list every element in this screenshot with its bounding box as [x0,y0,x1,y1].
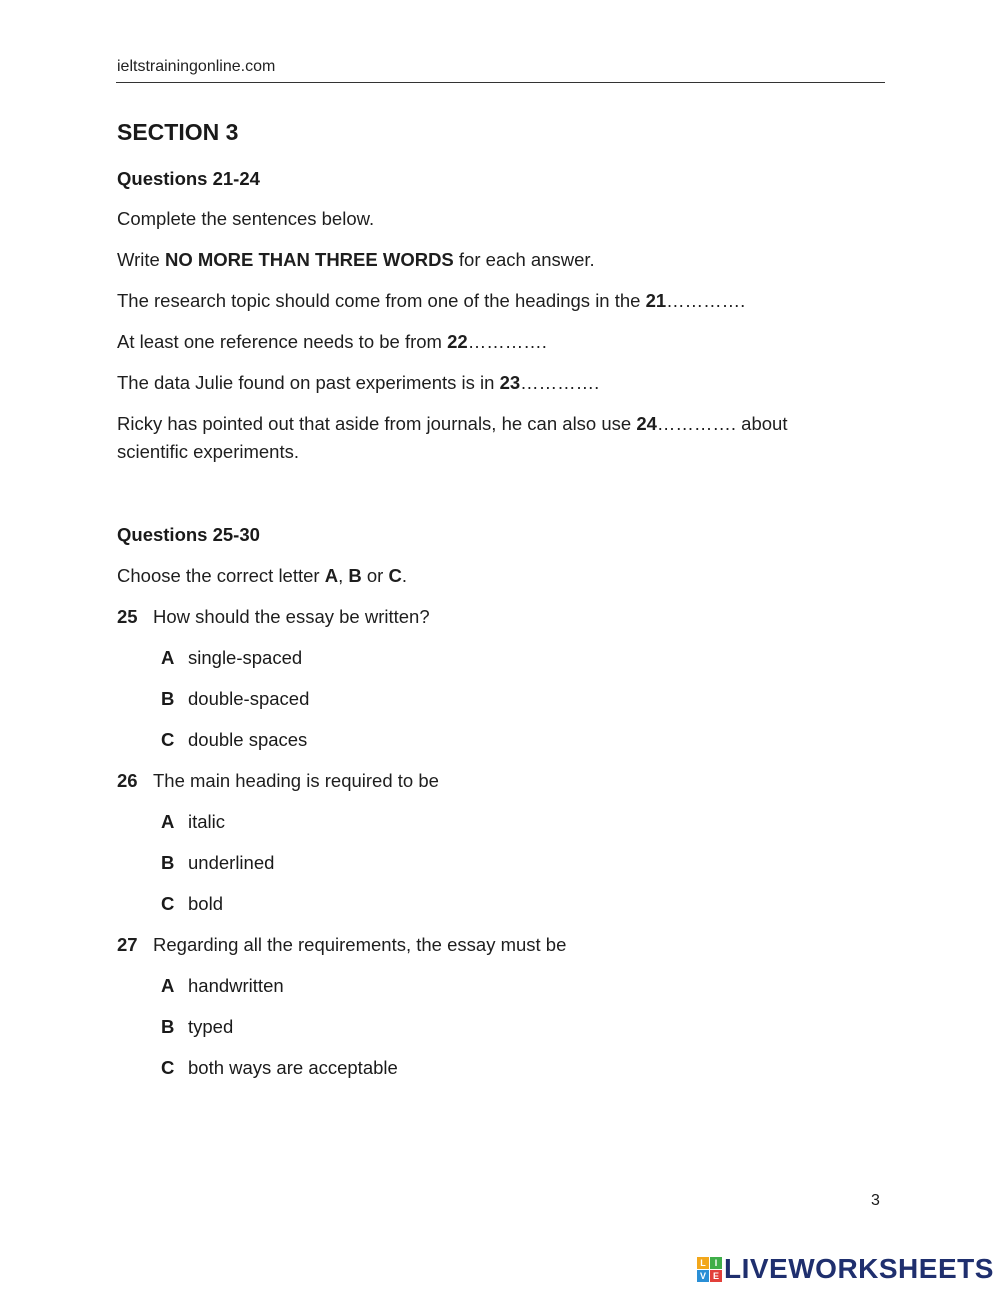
question-25-number: 25 [117,606,138,627]
instruction-word-limit-pre: Write [117,249,165,270]
question-25-text: How should the essay be written? [153,606,430,627]
brand-name: LIVEWORKSHEETS [724,1253,994,1284]
gap-24[interactable]: …………. about [656,413,788,434]
gap-21[interactable]: …………. [666,290,746,311]
sentence-24-line2: scientific experiments. [117,441,299,462]
sentence-24-text: Ricky has pointed out that aside from journals, he can also use [117,413,637,434]
question-26 [117,770,439,792]
questions-25-30-heading: Questions 25-30 [117,524,260,545]
sentence-23 [117,372,599,394]
instruction-letter-b: B [348,565,362,586]
liveworksheets-logo-icon [697,1257,722,1282]
gap-21-number: 21 [645,290,667,311]
logo-tile: L [697,1257,709,1269]
option-letter: B [161,688,175,709]
sentence-21 [117,290,745,312]
gap-22-number: 22 [447,331,468,352]
option-25-b[interactable] [161,688,309,710]
option-text: both ways are acceptable [188,1057,398,1078]
question-25 [117,606,430,628]
instruction-complete: Complete the sentences below. [117,208,375,229]
option-26-b[interactable] [161,852,274,874]
option-text: bold [188,893,223,914]
sentence-24 [117,413,787,435]
instruction-period: . [401,565,407,586]
gap-24-number: 24 [636,413,657,434]
option-letter: B [161,1016,175,1037]
instruction-or: or [361,565,389,586]
gap-23[interactable]: …………. [520,372,600,393]
option-letter: A [161,975,175,996]
option-text: single-spaced [188,647,303,668]
section-title: SECTION 3 [117,119,239,145]
option-letter: B [161,852,175,873]
liveworksheets-brand[interactable] [697,1254,994,1284]
option-25-c[interactable] [161,729,307,751]
sentence-23-text: The data Julie found on past experiments is in [117,372,500,393]
question-27-number: 27 [117,934,138,955]
instruction-comma: , [338,565,349,586]
site-header: ieltstrainingonline.com [117,58,276,75]
sentence-22-text: At least one reference needs to be from [117,331,448,352]
header-divider [116,82,885,83]
logo-tile: I [710,1257,722,1269]
option-text: double spaces [188,729,308,750]
sentence-21-text: The research topic should come from one of the headings in the [117,290,646,311]
option-letter: A [161,811,175,832]
questions-21-24-heading: Questions 21-24 [117,168,260,189]
option-letter: A [161,647,175,668]
option-text: underlined [188,852,275,873]
question-27-text: Regarding all the requirements, the essay must be [153,934,567,955]
option-letter: C [161,729,175,750]
gap-23-number: 23 [499,372,521,393]
logo-tile: E [710,1270,722,1282]
option-letter: C [161,893,175,914]
option-25-a[interactable] [161,647,302,669]
page-number: 3 [871,1192,880,1209]
option-26-c[interactable] [161,893,223,915]
option-text: handwritten [188,975,284,996]
question-26-text: The main heading is required to be [153,770,439,791]
option-text: italic [188,811,226,832]
option-text: typed [188,1016,234,1037]
instruction-choose [117,565,407,587]
sentence-22 [117,331,547,353]
question-27 [117,934,566,956]
instruction-letter-a: A [324,565,339,586]
instruction-letter-c: C [388,565,402,586]
option-text: double-spaced [188,688,310,709]
option-27-b[interactable] [161,1016,233,1038]
option-letter: C [161,1057,175,1078]
question-26-number: 26 [117,770,138,791]
option-26-a[interactable] [161,811,225,833]
gap-22[interactable]: …………. [467,331,547,352]
instruction-word-limit [117,249,595,271]
option-27-a[interactable] [161,975,284,997]
option-27-c[interactable] [161,1057,398,1079]
instruction-choose-text: Choose the correct letter [117,565,325,586]
instruction-word-limit-bold: NO MORE THAN THREE WORDS [164,249,454,270]
instruction-word-limit-post: for each answer. [453,249,595,270]
logo-tile: V [697,1270,709,1282]
